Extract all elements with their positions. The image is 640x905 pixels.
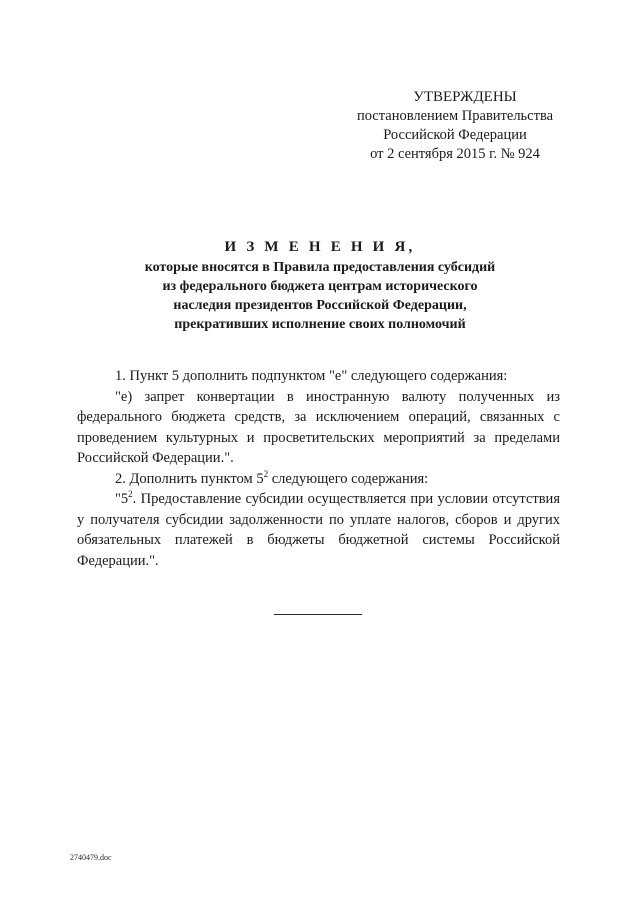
item-2-quote-paragraph	[77, 489, 560, 571]
item-2-quote-after: . Предоставление субсидии осуществляется при условии отсутствия у получателя субсидии задолженности по уплате налогов, сборов и других обязательных платежей в бюджеты бюджетной системы Российской Федерации.".	[77, 491, 560, 569]
document-body	[77, 366, 560, 571]
document-heading	[100, 238, 540, 334]
approval-line-1: постановлением Правительства	[356, 108, 554, 124]
item-2-superscript: 2	[263, 468, 269, 479]
approval-title: УТВЕРЖДЕНЫ	[413, 89, 517, 105]
item-2-quote-superscript: 2	[128, 489, 133, 499]
item-2-paragraph	[77, 469, 560, 490]
approval-line-2: Российской Федерации	[383, 127, 527, 143]
footer-filename: 2740479.doc	[70, 853, 112, 862]
end-divider	[274, 614, 362, 615]
item-2-quote-before: "5	[115, 491, 129, 507]
approval-line-3: от 2 сентября 2015 г. № 924	[370, 146, 540, 162]
approval-stamp	[330, 88, 580, 164]
item-2-text-after: следующего содержания:	[268, 470, 429, 487]
item-2-text-before: 2. Дополнить пунктом 5	[115, 470, 264, 487]
item-1-quote-paragraph: "е) запрет конвертации в иностранную валюту полученных из федерального бюджета средств, за исключением операций, связанных с проведением культурных и просветительских мероприятий за пределами Российской Федерации.".	[77, 388, 560, 466]
item-1-paragraph: 1. Пункт 5 дополнить подпунктом "е" следующего содержания:	[115, 368, 508, 384]
heading-line-4: прекративших исполнение своих полномочий	[174, 317, 466, 332]
heading-line-1: которые вносятся в Правила предоставления субсидий	[144, 260, 496, 275]
heading-title: И З М Е Н Е Н И Я,	[224, 239, 416, 255]
heading-line-2: из федерального бюджета центрам исторического	[162, 279, 478, 294]
heading-line-3: наследия президентов Российской Федерации,	[173, 298, 467, 313]
